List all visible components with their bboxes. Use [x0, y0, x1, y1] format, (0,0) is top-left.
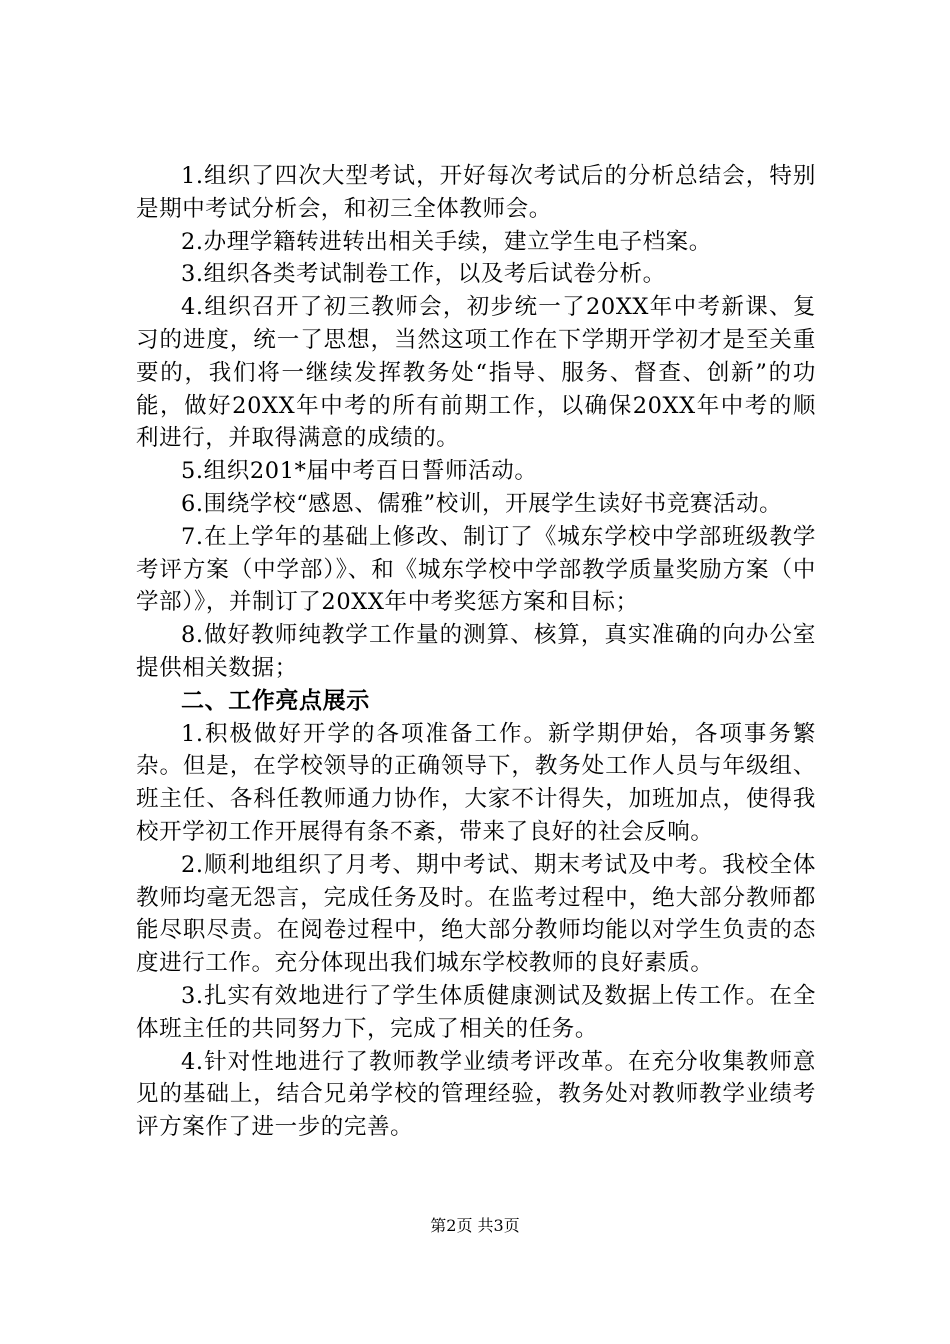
paragraph-item-2: 2.办理学籍转进转出相关手续，建立学生电子档案。 — [181, 228, 712, 255]
highlight-item-1: 1.积极做好开学的各项准备工作。新学期伊始，各项事务繁杂。但是，在学校领导的正确领导下，教务处工作人员与年级组、班主任、各科任教师通力协作，大家不计得失，加班加点，使得我校开学初工作开展得有条不紊，带来了良好的社会反响。 — [136, 720, 816, 845]
paragraph-item-1: 1.组织了四次大型考试，开好每次考试后的分析总结会，特别是期中考试分析会，和初三全体教师会。 — [136, 163, 816, 222]
highlight-item-4: 4.针对性地进行了教师教学业绩考评改革。在充分收集教师意见的基础上，结合兄弟学校的管理经验，教务处对教师教学业绩考评方案作了进一步的完善。 — [136, 1048, 816, 1141]
paragraph-item-5: 5.组织201*届中考百日誓师活动。 — [181, 458, 538, 485]
paragraph-item-8: 8.做好教师纯教学工作量的测算、核算，真实准确的向办公室提供相关数据； — [136, 622, 816, 681]
paragraph-item-7: 7.在上学年的基础上修改、制订了《城东学校中学部班级教学考评方案（中学部）》、和《城东学校中学部教学质量奖励方案（中学部）》，并制订了20XX年中考奖惩方案和目标； — [136, 523, 816, 616]
paragraph-item-3: 3.组织各类考试制卷工作，以及考后试卷分析。 — [181, 261, 666, 288]
section-heading: 二、工作亮点展示 — [181, 687, 370, 714]
page-number-footer: 第2页 共3页 — [430, 1216, 520, 1235]
highlight-item-2: 2.顺利地组织了月考、期中考试、期末考试及中考。我校全体教师均毫无怨言，完成任务及时。在监考过程中，绝大部分教师都能尽职尽责。在阅卷过程中，绝大部分教师均能以对学生负责的态度进行工作。充分体现出我们城东学校教师的良好素质。 — [136, 851, 816, 977]
document-body — [136, 160, 816, 1144]
paragraph-item-6: 6.围绕学校“感恩、儒雅”校训，开展学生读好书竞赛活动。 — [181, 490, 783, 517]
paragraph-item-4: 4.组织召开了初三教师会，初步统一了20XX年中考新课、复习的进度，统一了思想，当然这项工作在下学期开学初才是至关重要的，我们将一继续发挥教务处“指导、服务、督查、创新”的功能，做好20XX年中考的所有前期工作，以确保20XX年中考的顺利进行，并取得满意的成绩的。 — [136, 294, 816, 452]
highlight-item-3: 3.扎实有效地进行了学生体质健康测试及数据上传工作。在全体班主任的共同努力下，完成了相关的任务。 — [136, 982, 816, 1042]
